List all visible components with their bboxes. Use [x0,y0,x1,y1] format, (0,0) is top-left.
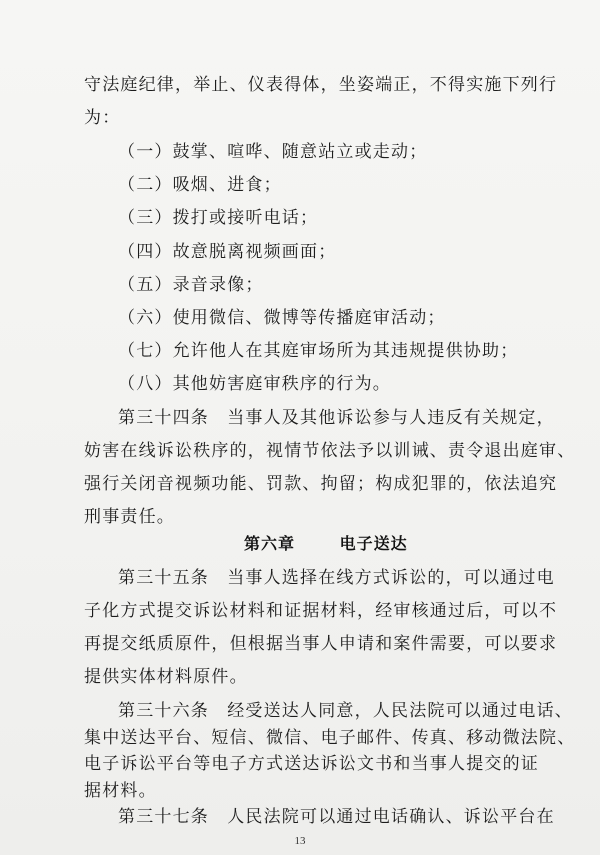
chapter-number: 第六章 [244,534,296,553]
article-37-line: 第三十七条 人民法院可以通过电话确认、诉讼平台在 [118,807,555,827]
list-item: （一）鼓掌、喧哗、随意站立或走动； [118,142,428,162]
article-36-line: 据材料。 [84,780,157,801]
article-35-line: 提供实体材料原件。 [84,667,248,687]
article-36-line: 电子诉讼平台等电子方式送达诉讼文书和当事人提交的证 [84,754,539,774]
article-36-line: 集中送达平台、短信、微信、电子邮件、传真、移动微法院、 [84,727,576,748]
text-line: 守法庭纪律，举止、仪表得体，坐姿端正，不得实施下列行 [84,75,558,95]
list-item: （二）吸烟、进食； [118,175,282,195]
list-item: （五）录音录像； [118,275,264,295]
list-item: （六）使用微信、微博等传播庭审活动； [118,308,446,328]
article-35-line: 子化方式提交诉讼材料和证据材料，经审核通过后，可以不 [84,601,558,621]
article-34-line: 妨害在线诉讼秩序的，视情节依法予以训诫、责令退出庭审、 [84,441,576,461]
article-35-line: 第三十五条 当事人选择在线方式诉讼的，可以通过电 [118,568,555,588]
article-35-line: 再提交纸质原件，但根据当事人申请和案件需要，可以要求 [84,634,558,654]
text-line: 为： [84,108,121,128]
article-34-line: 第三十四条 当事人及其他诉讼参与人违反有关规定， [118,408,555,428]
chapter-heading [244,534,408,554]
article-34-line: 强行关闭音视频功能、罚款、拘留；构成犯罪的，依法追究 [84,474,558,494]
list-item: （八）其他妨害庭审秩序的行为。 [118,374,391,394]
article-34-line: 刑事责任。 [84,507,175,527]
list-item: （三）拨打或接听电话； [118,208,319,228]
page-number: 13 [294,835,306,847]
list-item: （七）允许他人在其庭审场所为其违规提供协助； [118,341,519,361]
chapter-title: 电子送达 [339,534,408,553]
list-item: （四）故意脱离视频画面； [118,242,337,262]
article-36-line: 第三十六条 经受送达人同意，人民法院可以通过电话、 [118,701,573,721]
